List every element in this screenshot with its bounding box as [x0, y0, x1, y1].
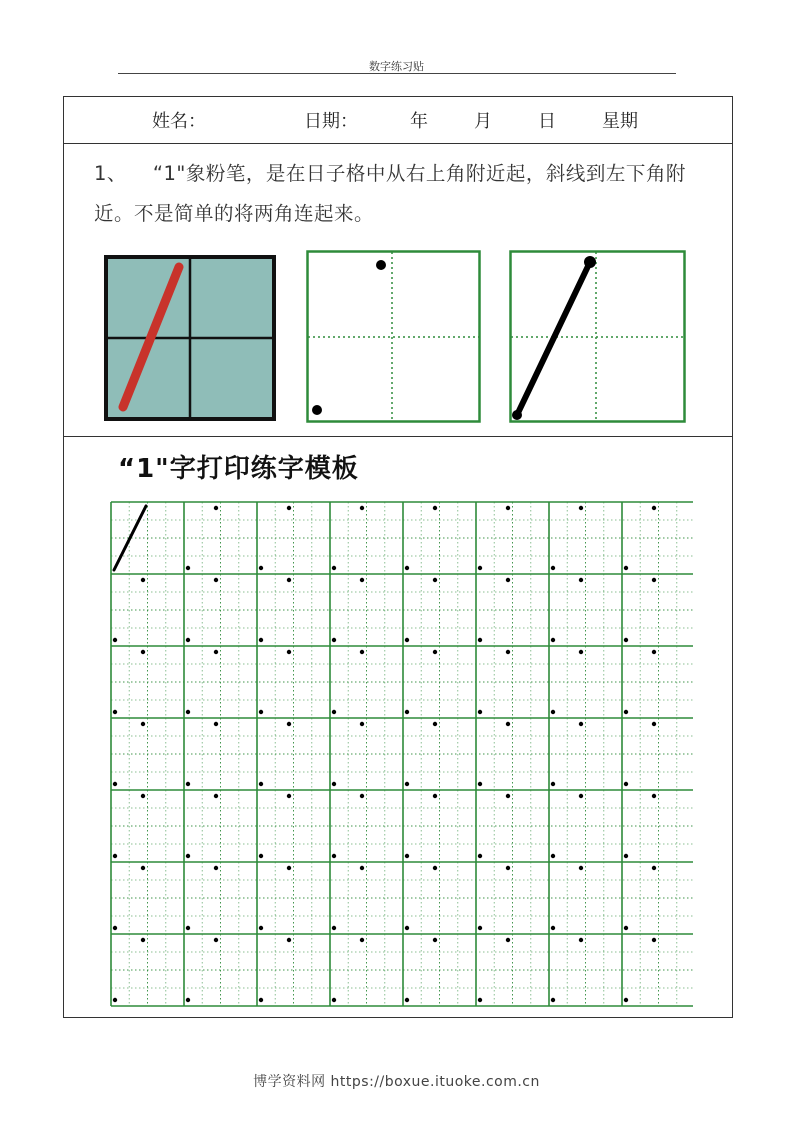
start-dot — [579, 722, 583, 726]
start-dot — [360, 650, 364, 654]
start-dot — [433, 866, 437, 870]
start-dot — [433, 722, 437, 726]
start-dot — [287, 866, 291, 870]
start-dot — [506, 722, 510, 726]
end-dot — [186, 710, 190, 714]
end-dot — [478, 638, 482, 642]
end-dot — [186, 926, 190, 930]
start-dot — [214, 578, 218, 582]
end-dot — [332, 638, 336, 642]
start-dot — [579, 650, 583, 654]
footer-text: 博学资料网 https://boxue.ituoke.com.cn — [253, 1074, 540, 1090]
start-dot — [214, 938, 218, 942]
end-dot — [624, 926, 628, 930]
start-dot — [287, 794, 291, 798]
end-dot — [186, 638, 190, 642]
end-dot — [624, 566, 628, 570]
end-dot — [551, 998, 555, 1002]
end-dot — [312, 405, 322, 415]
start-dot — [141, 866, 145, 870]
end-dot — [478, 854, 482, 858]
start-dot — [360, 506, 364, 510]
start-dot — [652, 506, 656, 510]
start-dot — [579, 578, 583, 582]
end-dot — [186, 854, 190, 858]
practice-grid — [109, 500, 693, 1008]
end-dot — [551, 710, 555, 714]
date-label: 日期： — [304, 111, 358, 132]
end-dot — [186, 566, 190, 570]
demo-teal-box — [104, 255, 276, 421]
weekday-label: 星期 — [602, 111, 638, 132]
end-dot — [478, 710, 482, 714]
start-dot — [287, 506, 291, 510]
month-label: 月 — [474, 111, 492, 132]
end-dot — [551, 638, 555, 642]
start-dot — [433, 650, 437, 654]
start-dot — [433, 794, 437, 798]
end-dot — [113, 926, 117, 930]
end-dot — [259, 854, 263, 858]
start-dot — [287, 578, 291, 582]
end-dot — [113, 782, 117, 786]
end-dot — [259, 998, 263, 1002]
start-dot — [652, 650, 656, 654]
end-dot — [405, 710, 409, 714]
start-dot — [579, 794, 583, 798]
end-dot — [113, 638, 117, 642]
end-dot — [186, 998, 190, 1002]
end-dot — [259, 638, 263, 642]
end-dot — [332, 926, 336, 930]
instruction-number: 1、 — [94, 162, 127, 185]
end-dot — [624, 854, 628, 858]
end-dot — [405, 782, 409, 786]
start-dot — [433, 938, 437, 942]
start-dot — [652, 938, 656, 942]
end-dot — [624, 638, 628, 642]
year-label: 年 — [410, 111, 428, 132]
start-dot — [360, 578, 364, 582]
traced-stroke — [114, 506, 146, 570]
start-dot — [214, 650, 218, 654]
start-dot — [579, 506, 583, 510]
start-dot — [287, 722, 291, 726]
start-dot — [214, 722, 218, 726]
end-dot — [113, 998, 117, 1002]
start-dot — [652, 578, 656, 582]
start-dot — [652, 722, 656, 726]
end-dot — [259, 782, 263, 786]
end-dot — [113, 710, 117, 714]
start-dot — [360, 866, 364, 870]
info-row — [64, 97, 732, 143]
row-divider — [64, 143, 732, 144]
start-dot — [141, 722, 145, 726]
start-dot — [360, 722, 364, 726]
worksheet — [63, 96, 733, 1018]
name-label: 姓名： — [152, 111, 206, 132]
start-dot — [141, 938, 145, 942]
end-dot — [332, 998, 336, 1002]
start-dot — [506, 794, 510, 798]
end-dot — [332, 782, 336, 786]
end-dot — [113, 854, 117, 858]
end-dot — [551, 854, 555, 858]
start-dot — [376, 260, 386, 270]
end-dot — [186, 782, 190, 786]
end-dot — [478, 998, 482, 1002]
end-dot — [332, 566, 336, 570]
end-dot — [332, 854, 336, 858]
start-dot — [287, 650, 291, 654]
end-dot — [624, 998, 628, 1002]
end-dot — [478, 566, 482, 570]
start-dot — [652, 794, 656, 798]
start-dot — [433, 506, 437, 510]
stroke-start-dot — [584, 256, 596, 268]
header-rule — [118, 73, 676, 74]
end-dot — [478, 782, 482, 786]
end-dot — [259, 926, 263, 930]
start-dot — [506, 650, 510, 654]
start-dot — [506, 506, 510, 510]
end-dot — [478, 926, 482, 930]
start-dot — [141, 578, 145, 582]
start-dot — [433, 578, 437, 582]
start-dot — [579, 938, 583, 942]
start-dot — [214, 866, 218, 870]
end-dot — [624, 782, 628, 786]
end-dot — [551, 926, 555, 930]
template-title: “1"字打印练字模板 — [118, 454, 359, 484]
start-dot — [506, 866, 510, 870]
end-dot — [405, 854, 409, 858]
end-dot — [405, 998, 409, 1002]
end-dot — [551, 566, 555, 570]
instruction-text: “1"象粉笔，是在日子格中从右上角附近起，斜线到左下角附近。不是简单的将两角连起来。 — [94, 162, 686, 225]
stroke-end-dot — [512, 410, 522, 420]
end-dot — [551, 782, 555, 786]
start-dot — [360, 794, 364, 798]
start-dot — [506, 938, 510, 942]
start-dot — [360, 938, 364, 942]
end-dot — [259, 710, 263, 714]
start-dot — [287, 938, 291, 942]
start-dot — [141, 794, 145, 798]
header-title: 数字练习贴 — [369, 60, 424, 73]
start-dot — [141, 650, 145, 654]
end-dot — [624, 710, 628, 714]
start-dot — [579, 866, 583, 870]
row-divider — [64, 436, 732, 437]
start-dot — [506, 578, 510, 582]
end-dot — [405, 566, 409, 570]
instruction — [94, 154, 714, 234]
start-dot — [652, 866, 656, 870]
demo-dots-box — [306, 250, 482, 424]
day-label: 日 — [538, 111, 556, 132]
end-dot — [405, 926, 409, 930]
end-dot — [332, 710, 336, 714]
end-dot — [405, 638, 409, 642]
start-dot — [214, 794, 218, 798]
demo-stroke-box — [509, 250, 687, 424]
start-dot — [214, 506, 218, 510]
end-dot — [259, 566, 263, 570]
